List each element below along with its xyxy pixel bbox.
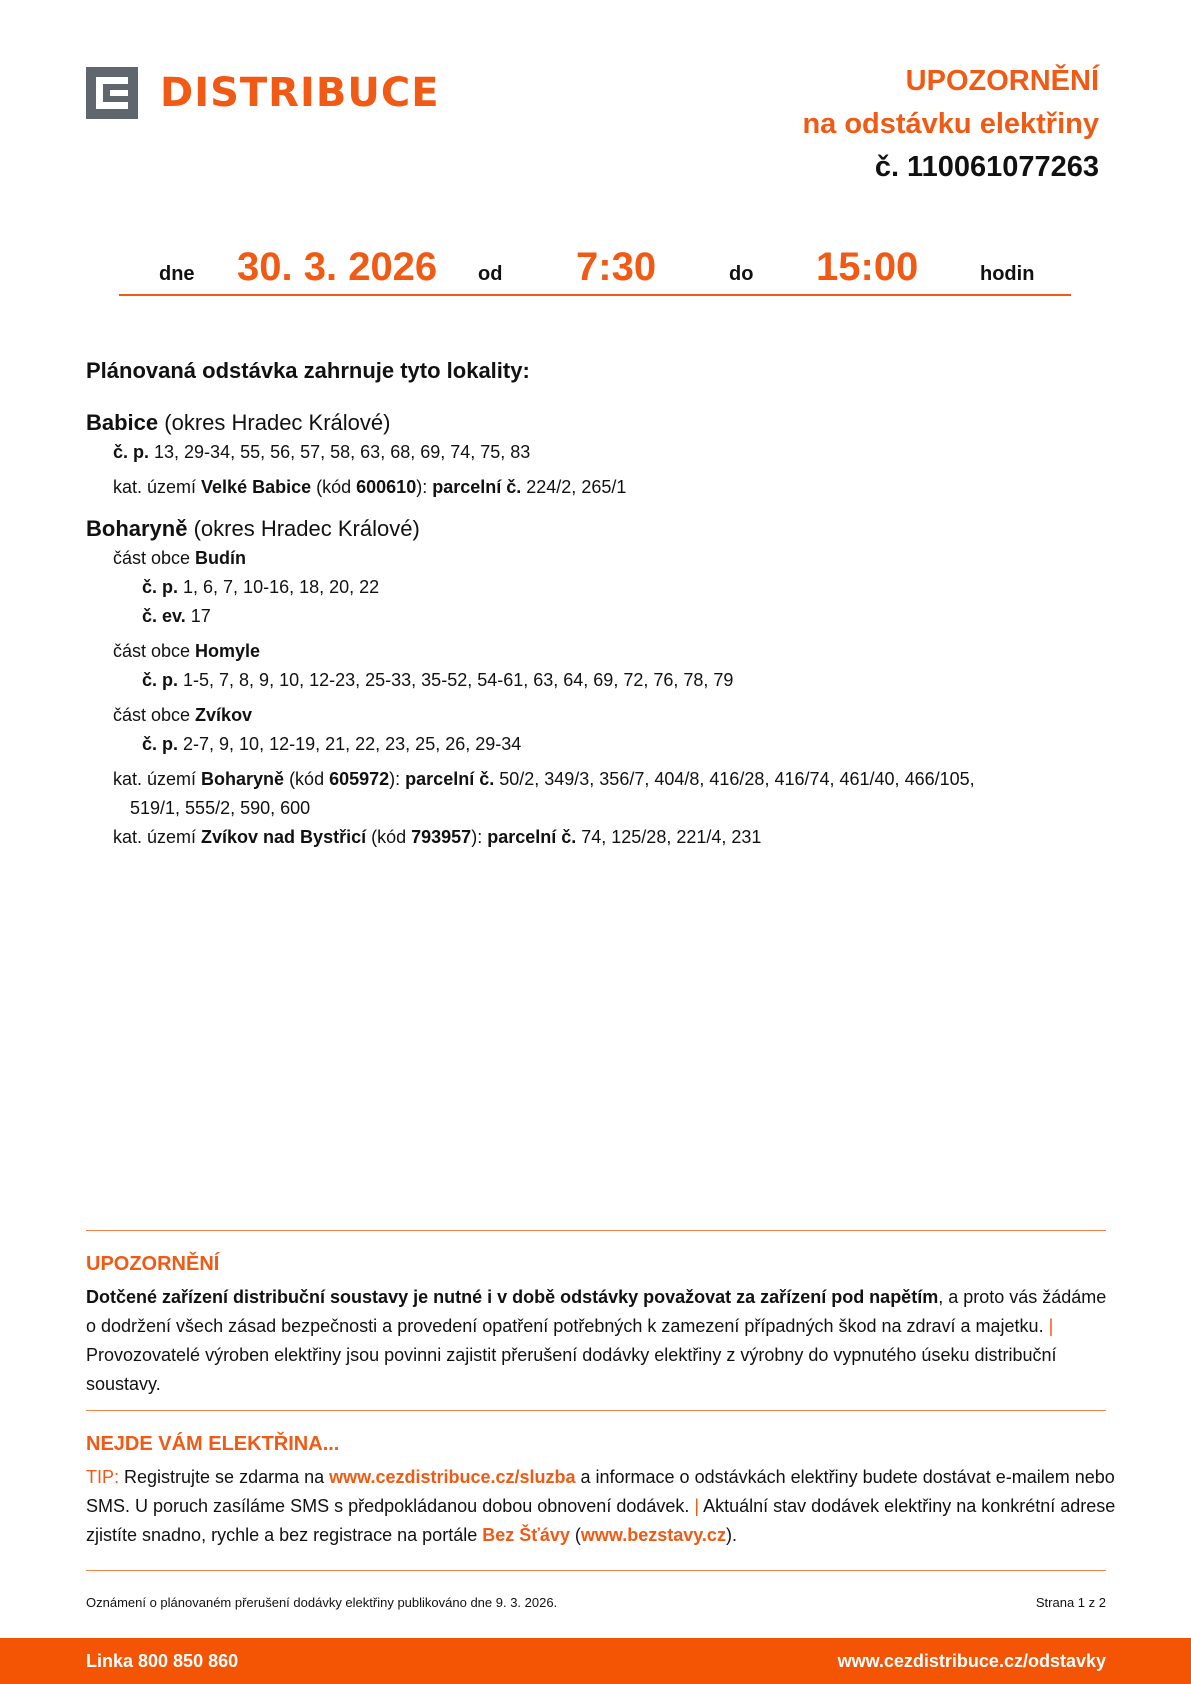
title-line2: na odstávku elektřiny <box>802 108 1099 140</box>
tip-section <box>86 1430 1116 1550</box>
warning-section <box>86 1250 1116 1399</box>
unit-label: hodin <box>980 263 1035 285</box>
part-budin: část obce Budín <box>113 548 247 568</box>
notice-title <box>802 60 1099 189</box>
day-label: dne <box>159 263 195 285</box>
homyle-house-numbers: č. p. 1-5, 7, 8, 9, 10, 12-23, 25-33, 35-52, 54-61, 63, 64, 69, 72, 76, 78, 79 <box>142 670 734 690</box>
divider <box>86 1570 1106 1571</box>
footer-bar <box>0 1638 1191 1684</box>
budin-house-numbers: č. p. 1, 6, 7, 10-16, 18, 20, 22 <box>142 577 380 597</box>
logo-text: DISTRIBUCE <box>160 70 440 116</box>
to-label: do <box>729 263 754 285</box>
zvikov-house-numbers: č. p. 2-7, 9, 10, 12-19, 21, 22, 23, 25, 26, 29-34 <box>142 734 522 754</box>
divider <box>86 1230 1106 1231</box>
service-link[interactable]: www.cezdistribuce.cz/sluzba <box>329 1467 576 1487</box>
to-time: 15:00 <box>816 245 919 289</box>
hotline: Linka 800 850 860 <box>86 1651 239 1671</box>
outage-schedule <box>119 240 1071 296</box>
boharyne-cadastral: kat. území Boharyně (kód 605972): parcelní č. 50/2, 349/3, 356/7, 404/8, 416/28, 416/74, 461/40, 466/105, 519/1, 555/2, 590, 600 <box>113 769 975 818</box>
from-label: od <box>478 263 503 285</box>
from-time: 7:30 <box>576 245 657 289</box>
locations-heading: Plánovaná odstávka zahrnuje tyto lokality: <box>86 358 530 383</box>
tip-text: TIP: Registrujte se zdarma na www.cezdistribuce.cz/sluzba a informace o odstávkách elektřiny budete dostávat e-mailem nebo SMS. U poruch zasíláme SMS s předpokládanou dobou obnovení dodávek. | Aktuální stav dodávek elektřiny na konkrétní adrese zjistíte snadno, rychle a bez registrace na portále Bez Šťávy (www.bezstavy.cz). <box>86 1467 1116 1545</box>
tip-title: NEJDE VÁM ELEKTŘINA... <box>86 1433 340 1455</box>
company-logo <box>86 67 440 119</box>
part-zvikov: část obce Zvíkov <box>113 705 253 725</box>
bezstavy-url-link[interactable]: www.bezstavy.cz <box>580 1525 726 1545</box>
locations-section <box>86 358 1106 852</box>
bez-stavy-link[interactable]: Bez Šťávy <box>482 1525 570 1545</box>
zvikov-cadastral: kat. území Zvíkov nad Bystřicí (kód 793957): parcelní č. 74, 125/28, 221/4, 231 <box>113 827 762 847</box>
divider <box>86 1410 1106 1411</box>
location-babice: Babice (okres Hradec Králové) <box>86 410 391 435</box>
page-number: Strana 1 z 2 <box>1035 1595 1106 1610</box>
cez-logo-icon <box>86 67 138 119</box>
published-note: Oznámení o plánovaném přerušení dodávky elektřiny publikováno dne 9. 3. 2026. <box>86 1595 558 1610</box>
outages-website-link[interactable]: www.cezdistribuce.cz/odstavky <box>837 1651 1106 1671</box>
warning-title: UPOZORNĚNÍ <box>86 1253 220 1275</box>
babice-house-numbers: č. p. 13, 29-34, 55, 56, 57, 58, 63, 68, 69, 74, 75, 83 <box>113 442 531 462</box>
warning-text: Dotčené zařízení distribuční soustavy je nutné i v době odstávky považovat za zařízení pod napětím, a proto vás žádáme o dodržení všech zásad bezpečnosti a provedení opatření potřebných k zamezení případných škod na zdraví a majetku. | Provozovatelé výroben elektřiny jsou povinni zajistit přerušení dodávky elektřiny z výrobny do vypnutého úseku distribuční soustavy. <box>86 1287 1107 1394</box>
title-line1: UPOZORNĚNÍ <box>905 65 1099 97</box>
part-homyle: část obce Homyle <box>113 641 261 661</box>
location-boharyne: Boharyně (okres Hradec Králové) <box>86 516 420 541</box>
notice-number: č. 110061077263 <box>874 151 1099 183</box>
outage-date: 30. 3. 2026 <box>237 245 438 289</box>
babice-cadastral: kat. území Velké Babice (kód 600610): parcelní č. 224/2, 265/1 <box>113 477 627 497</box>
budin-registry-numbers: č. ev. 17 <box>142 606 211 626</box>
